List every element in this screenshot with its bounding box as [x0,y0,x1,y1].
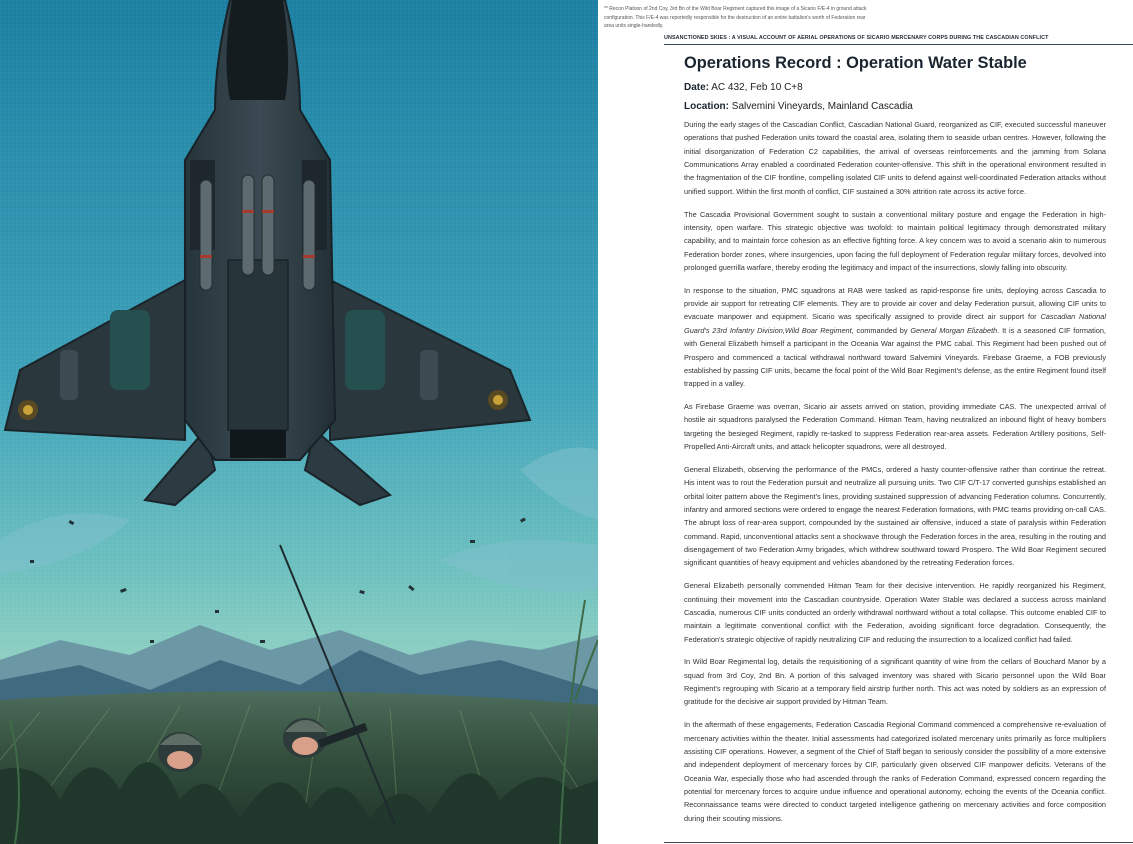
p3-text-c: , commanded by [851,325,911,335]
paragraph-1: During the early stages of the Cascadian Conflict, Cascadian National Guard, reorganized as CIF, executed successful maneuver operations that pushed Federation units toward the coastal area, isolating them to seaside urban centres. However, following the initial disorganization of Federation C2 capabilities, the arrival of overseas reinforcements and the jamming from Solana Communications Array enabled a coordinated Federation counter-offensive. This shift in the operational environment resulted in the fragmentation of the CIF frontline, compelling isolated CIF units to defend against well-coordinated Federation attacks without unified support. Within the first month of conflict, CIF sustained a 30% attrition rate across its active force. [684,120,1106,196]
jet-exhaust [230,430,286,458]
location-label: Location: [684,100,729,112]
location-line [684,100,1106,114]
paragraph-8: In the aftermath of these engagements, Federation Cascadia Regional Command commenced a comprehensive re-evaluation of mercenary activities within the theater. Initial assessments had categorized isolated mercenary units primarily as force multipliers assisting CIF operations. However, a segment of the Chief of Staff began to seriously consider the possibility of a more extensive and independent deployment of mercenary forces by CIF, particularly given observed CIF manpower deficits. Veterans of the Oceania War, especially those who had ascended through the ranks of Federation Command, expressed concern regarding the potential for mercenary forces to acquire undue influence and operational autonomy, echoing the events of the Oceania conflict. Reconnaissance teams were directed to conduct targeted intelligence gathering on mercenary activities and force composition during their scouting missions. [684,720,1106,823]
record-meta [684,81,1106,114]
p3-text-e: . It is a seasoned CIF formation, with General Elizabeth himself a participant in the Oceania War against the PMC cabal. This Regiment had been pushed out of Prospero and commenced a tactical withdrawal northward toward Salvemini Vineyards. Firebase Graeme, a FOB previously established by passing CIF units, became the focal point of the Wild Boar Regiment's defense, as the entire Regiment found itself trapped in a valley. [684,325,1106,389]
article-body [684,52,1106,835]
image-caption: ** Recon Platoon of 2nd Coy, 3rd Bn of the Wild Boar Regiment captured this image of a Sicario F/E-4 in ground attack configuration. This F/E-4 was reportedly responsible for the destruction of an entire battalion's worth of Federation rear area units single-handedly. [604,6,867,29]
paragraph-3 [684,284,1106,391]
running-header-text: UNSANCTIONED SKIES : A VISUAL ACCOUNT OF AERIAL OPERATIONS OF SICARIO MERCENARY CORPS DURING THE CASCADIAN CONFLICT [664,35,1049,41]
location-value: Salvemini Vineyards, Mainland Cascadia [731,100,913,112]
date-line [684,81,1106,95]
footer-rule [664,842,1133,843]
p3-text-a: In response to the situation, PMC squadrons at RAB were tasked as rapid-response fire units, deploying across Cascadia to provide air support for retreating CIF elements. They are to provide air cover and delay Federation pursuit, allowing CIF units to evacuate manpower and equipment. Sicario was specifically assigned to provide direct air support for [684,285,1106,322]
commander-name: General Morgan Elizabeth [910,325,998,335]
date-value: AC 432, Feb 10 C+8 [711,82,803,93]
paragraph-5: General Elizabeth, observing the performance of the PMCs, ordered a hasty counter-offensive rather than continue the retreat. His intent was to rout the Federation pursuit and neutralize all pursuing units. Two CIF C/T-17 converted gunships established an orbital loiter pattern above the Regiment's lines, providing sustained suppression of advancing Federation columns. Concurrently, infantry and armored sections were ordered to engage the nearest Federation formations, with PMC teams providing on-call CAS. The abrupt loss of rear-area support, compounded by the sustained air offensive, induced a state of paralysis within Federation command. Rapid, unconventional attacks sent a shockwave through the Federation forces in the area, resulting in the routing and disengagement of two Federation Army brigades, which withdrew southward toward Prospero. The Wild Boar Regiment secured significant quantities of heavy equipment and vehicles abandoned by the retreating Federation forces. [684,464,1106,568]
paragraph-2: The Cascadia Provisional Government sought to sustain a conventional military posture and engage the Federation in high-intensity, open warfare. This strategic objective was twofold: to maintain political legitimacy through demonstrated military capability, and to maintain force cohesion as an effective fighting force. A key concern was to avoid a scenario akin to numerous Federation border zones, where insurgencies, upon facing the full deployment of Federation regular military forces, devolved into prolonged guerrilla warfare, thereby eroding the legitimacy and impact of the insurrections, slowly falling into obscurity. [684,209,1106,272]
running-header [664,35,1133,45]
paragraph-6: General Elizabeth personally commended Hitman Team for their decisive intervention. He rapidly reorganized his Regiment, continuing their movement into the Cascadian countryside. Operation Water Stable was declared a success across mainland Cascadia, numerous CIF units conducted an orderly withdrawal northward without a total collapse. This outcome enabled CIF to maintain a legitimate conventional conflict with the Federation, avoiding significant force degradation. Consequently, the Federation's strategic objective of rapidly neutralizing CIF and reducing the insurrection to a localized conflict had failed. [684,581,1106,644]
jet-nose [226,0,288,100]
paragraph-4: As Firebase Graeme was overran, Sicario air assets arrived on station, providing immediate CAS. The unexpected arrival of hostile air squadrons paralysed the Federation Command. Hitman Team, having neutralized an inbound flight of heavy bombers targeting the besieged Regiment, rapidly re-tasked to suppress Federation rear-area assets. Federation Artillery positions, Self-Propelled Anti-Aircraft units, and attack helicopter squadrons, were all destroyed. [684,402,1106,452]
paragraph-7: In Wild Boar Regimental log, details the requisitioning of a significant quantity of wine from the cellars of Bouchard Manor by a squad from 3rd Coy, 2nd Bn. A portion of this salvaged inventory was shared with Sicario personnel upon the Wild Boar Regiment's regrouping with Sicario at a temporary field airstrip further north. This act was noted by soldiers as an expression of gratitude for the decisive air support provided by Hitman Team. [684,657,1106,707]
jet-belly [228,260,288,430]
page-title: Operations Record : Operation Water Stable [684,54,1027,72]
soldier-left [158,732,202,772]
date-label: Date: [684,82,710,93]
unit-name: Cascadian National Guard's 23rd Infantry Division,Wild Boar Regiment [684,312,1106,335]
